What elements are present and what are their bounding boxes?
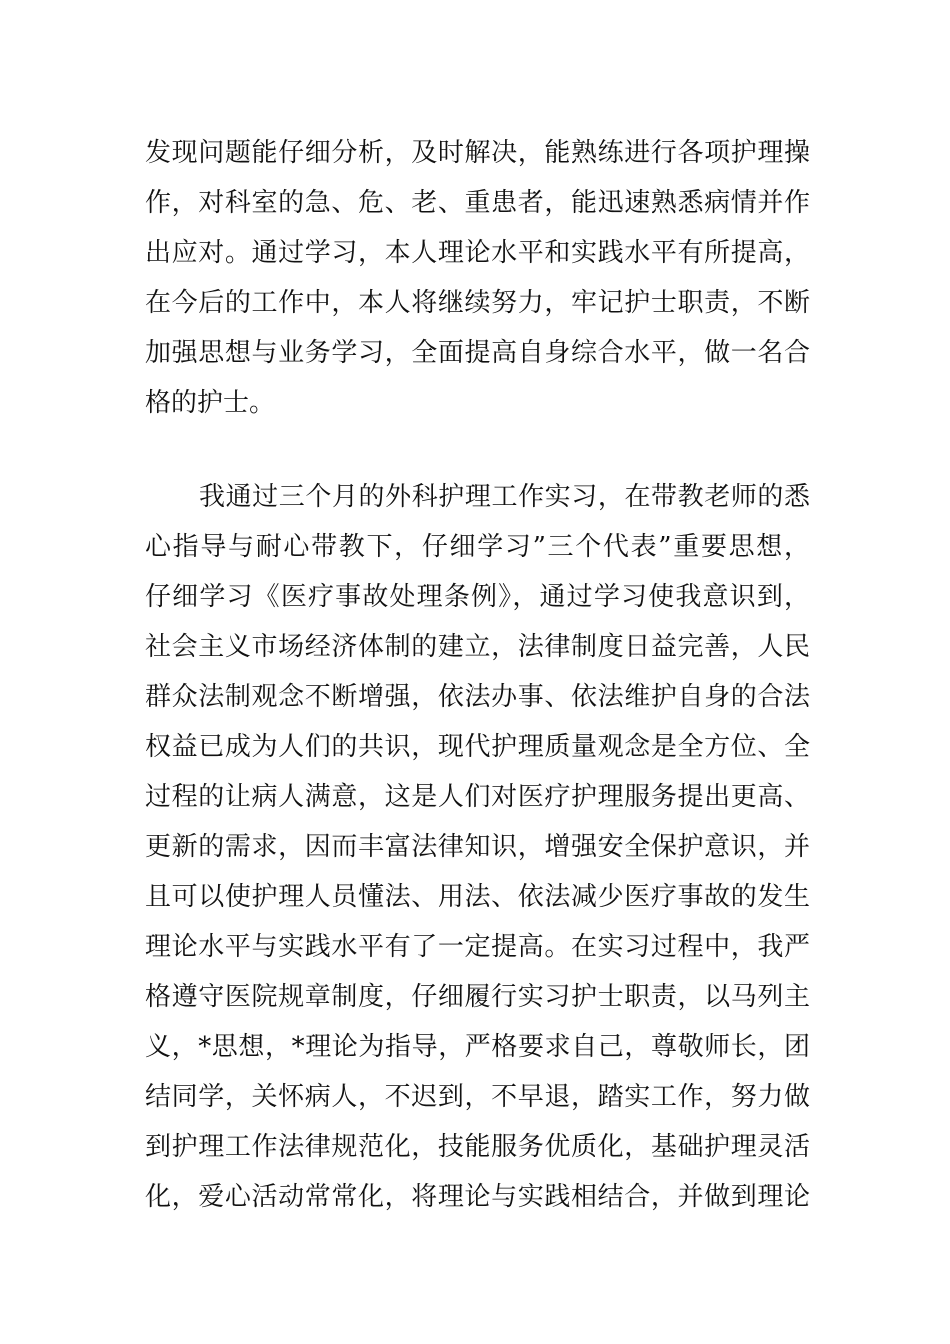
paragraph-line: 义，*思想，*理论为指导，严格要求自己，尊敬师长，团 (145, 1032, 810, 1062)
paragraph-line: 社会主义市场经济体制的建立，法律制度日益完善，人民 (145, 632, 810, 662)
paragraph-line: 发现问题能仔细分析，及时解决，能熟练进行各项护理操 (145, 138, 810, 168)
paragraph-line: 出应对。通过学习，本人理论水平和实践水平有所提高， (145, 238, 810, 268)
paragraph-line: 结同学，关怀病人，不迟到，不早退，踏实工作，努力做 (145, 1082, 810, 1112)
paragraph-line: 权益已成为人们的共识，现代护理质量观念是全方位、全 (145, 732, 810, 762)
paragraph-line: 心指导与耐心带教下，仔细学习”三个代表”重要思想， (145, 532, 810, 562)
paragraph-line: 格的护士。 (145, 388, 276, 418)
paragraph-line: 化，爱心活动常常化，将理论与实践相结合，并做到理论 (145, 1182, 810, 1212)
paragraph-line: 格遵守医院规章制度，仔细履行实习护士职责，以马列主 (145, 982, 810, 1012)
paragraph-2 (145, 472, 810, 1222)
paragraph-line: 我通过三个月的外科护理工作实习，在带教老师的悉 (199, 482, 810, 512)
paragraph-1 (145, 128, 810, 428)
paragraph-line: 在今后的工作中，本人将继续努力，牢记护士职责，不断 (145, 288, 810, 318)
paragraph-line: 过程的让病人满意，这是人们对医疗护理服务提出更高、 (145, 782, 810, 812)
paragraph-line: 且可以使护理人员懂法、用法、依法减少医疗事故的发生 (145, 882, 810, 912)
paragraph-line: 到护理工作法律规范化，技能服务优质化，基础护理灵活 (145, 1132, 810, 1162)
paragraph-line: 作，对科室的急、危、老、重患者，能迅速熟悉病情并作 (145, 188, 810, 218)
paragraph-line: 群众法制观念不断增强，依法办事、依法维护自身的合法 (145, 682, 810, 712)
paragraph-line: 更新的需求，因而丰富法律知识，增强安全保护意识，并 (145, 832, 810, 862)
paragraph-line: 理论水平与实践水平有了一定提高。在实习过程中，我严 (145, 932, 810, 962)
paragraph-line: 仔细学习《医疗事故处理条例》，通过学习使我意识到， (145, 582, 810, 612)
paragraph-line: 加强思想与业务学习，全面提高自身综合水平，做一名合 (145, 338, 810, 368)
